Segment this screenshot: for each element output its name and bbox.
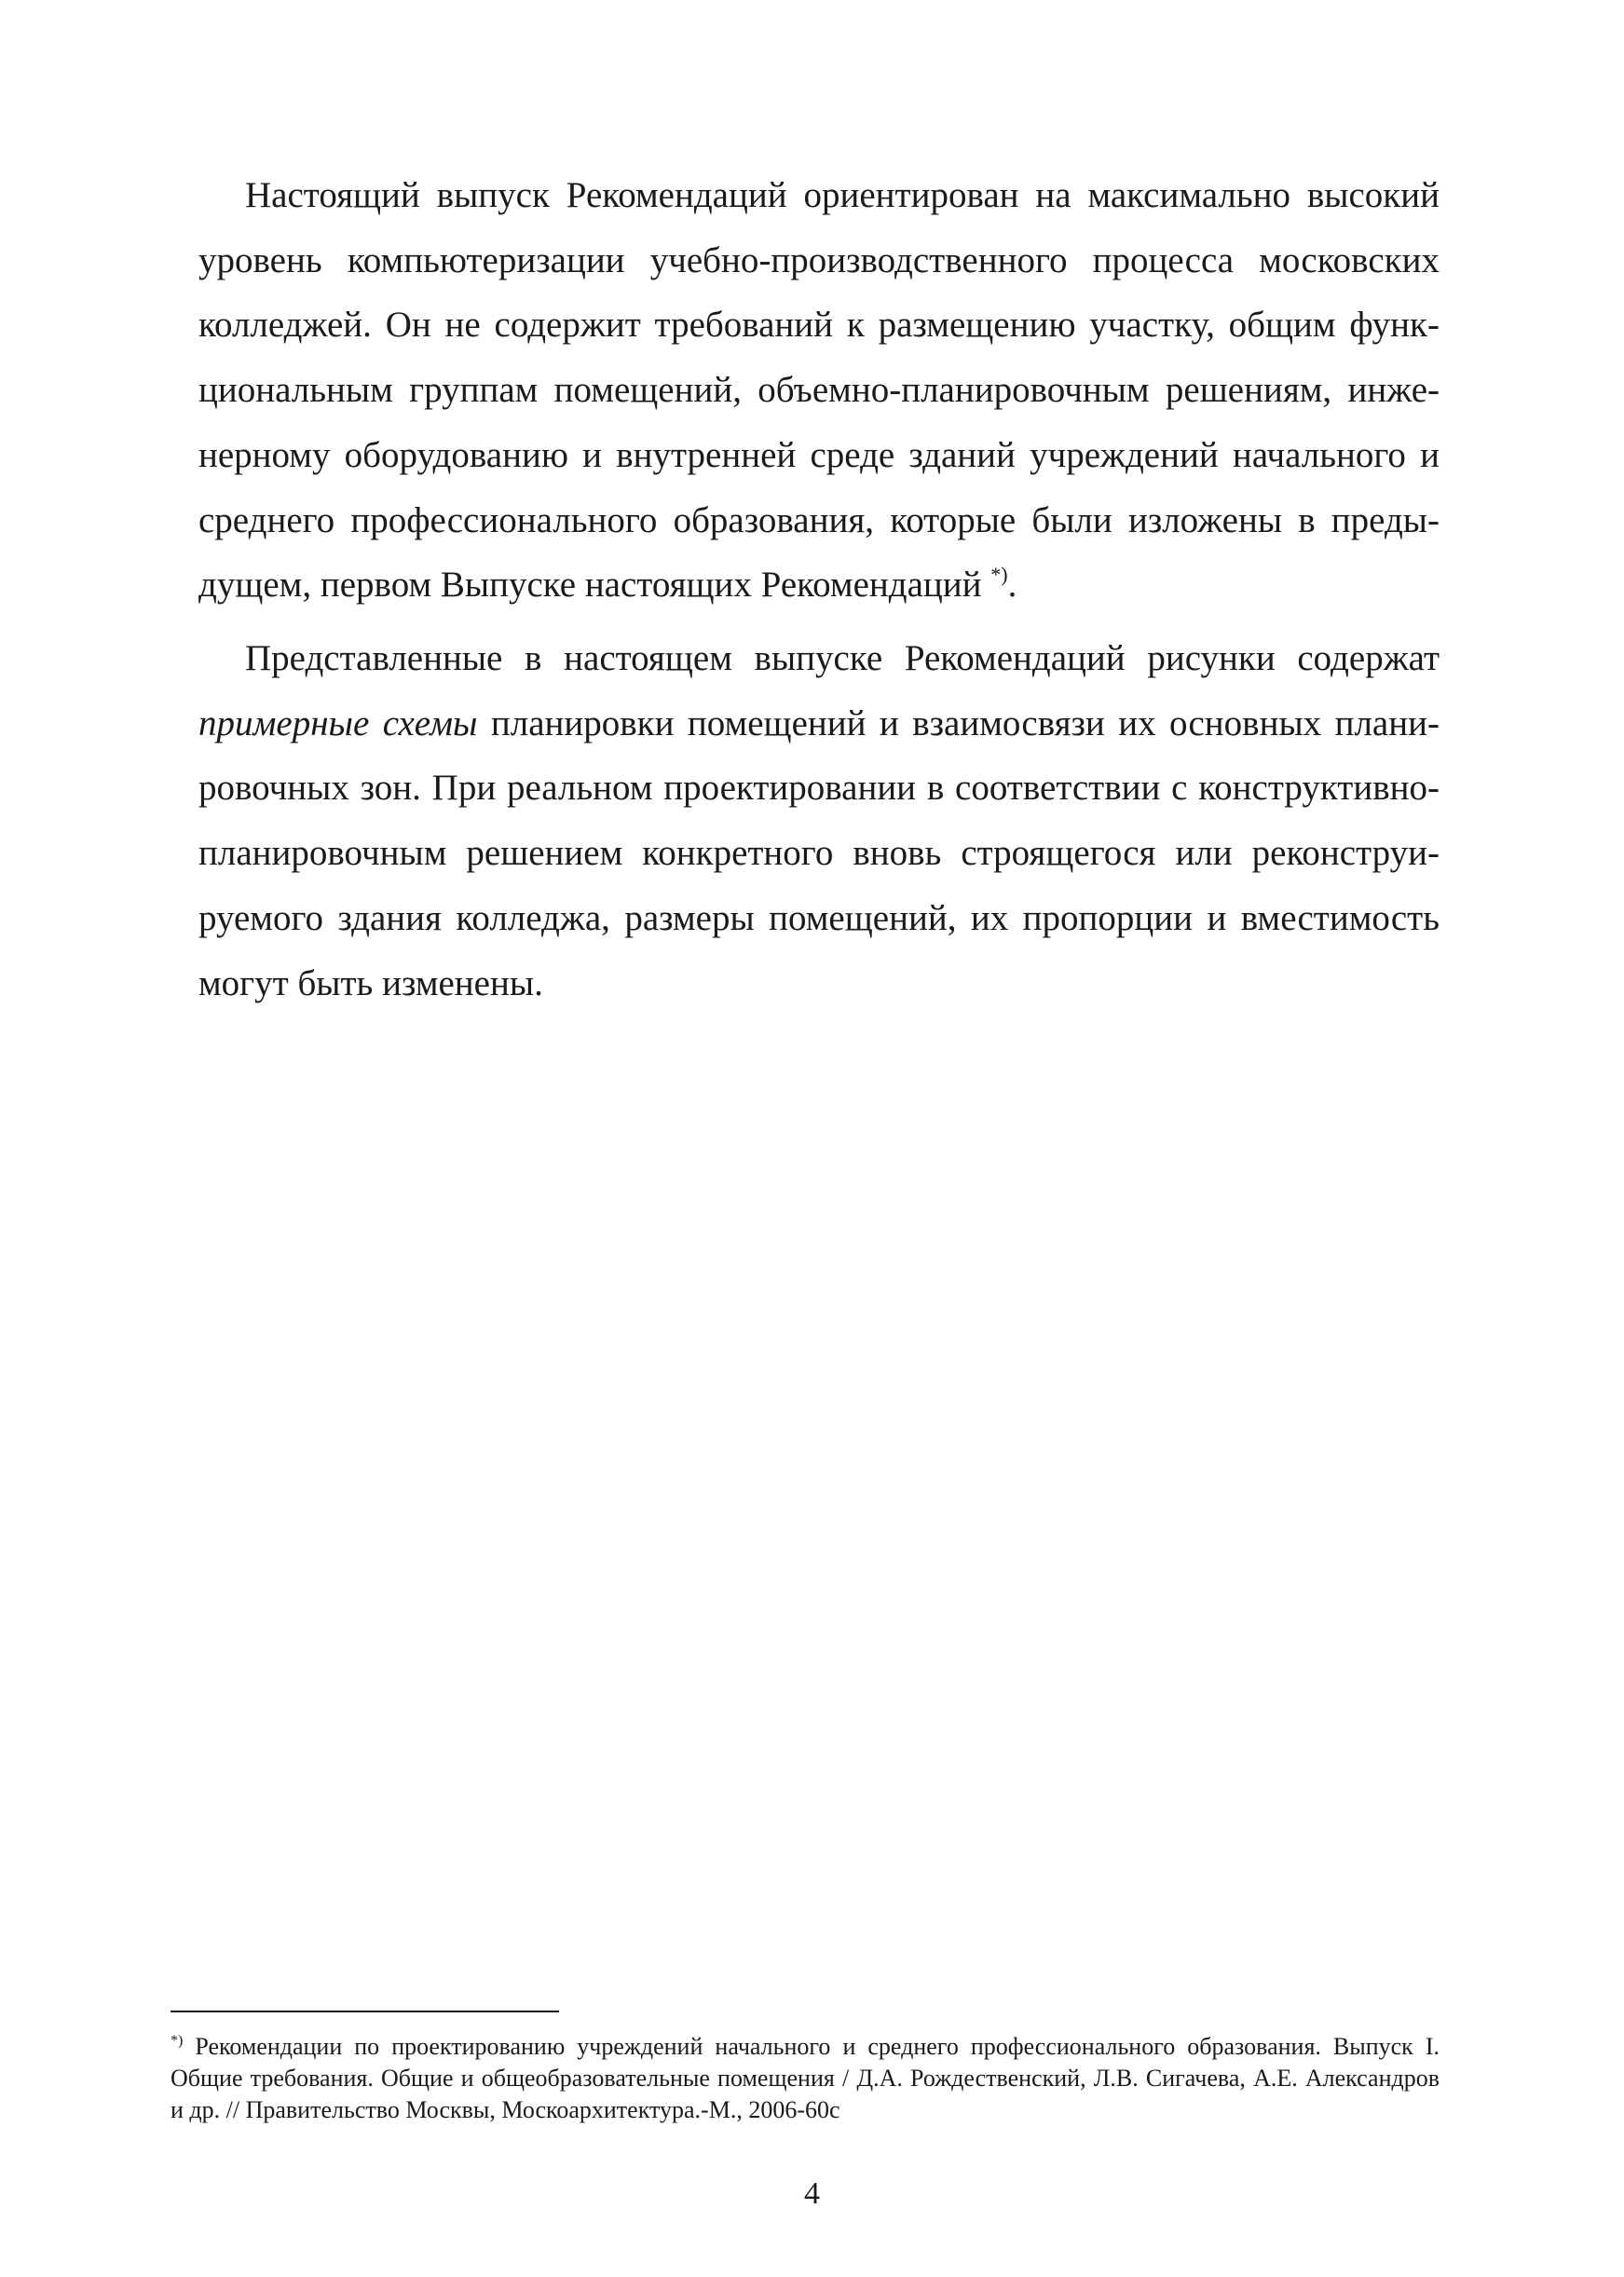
footnote-separator xyxy=(171,2011,559,2012)
paragraph-figures-text-start: Представленные в настоящем выпуске Рекомендаций рисунки содержат xyxy=(245,638,1440,678)
paragraph-intro-end: . xyxy=(1007,565,1017,606)
paragraph-figures-emphasis: примерные схемы xyxy=(198,702,478,743)
page-number: 4 xyxy=(804,2176,820,2211)
footnote-mark: *) xyxy=(171,2033,184,2049)
paragraph-intro xyxy=(198,163,1440,618)
paragraph-intro-text: Настоящий выпуск Рекомендаций ориентирован на максимально высокий уровень компьютеризации учебно-производственного процесса московских колледжей. Он не содержит требований к размещению участку, общим функциональным группам помещений, объемно-планировочным решениям, инженерному оборудованию и внутренней среде зданий учреждений начального и среднего профессионального образования, которые были изложены в предыдущем, первом Выпуске настоящих Рекомендаций xyxy=(198,175,1440,606)
paragraph-figures-text-end: планировки помещений и взаимосвязи их основных планировочных зон. При реальном проектировании в соответствии с конструктивно-планировочным решением конкретного вновь строящегося или реконструируемого здания колледжа, размеры помещений, их пропорции и вместимость могут быть изменены. xyxy=(198,702,1440,1003)
footnote xyxy=(171,2031,1440,2126)
footnote-reference-mark: *) xyxy=(990,563,1008,587)
footnote-text: Рекомендации по проектированию учреждений начального и среднего профессионального образования. Выпуск I. Общие требования. Общие и общеобразовательные помещения / Д.А. Рождественский, Л.В. Сигачева, А.Е. Александров и др. // Правительство Москвы, Москоархитектура.-М., 2006-60с xyxy=(171,2033,1440,2123)
paragraph-figures xyxy=(198,626,1440,1016)
